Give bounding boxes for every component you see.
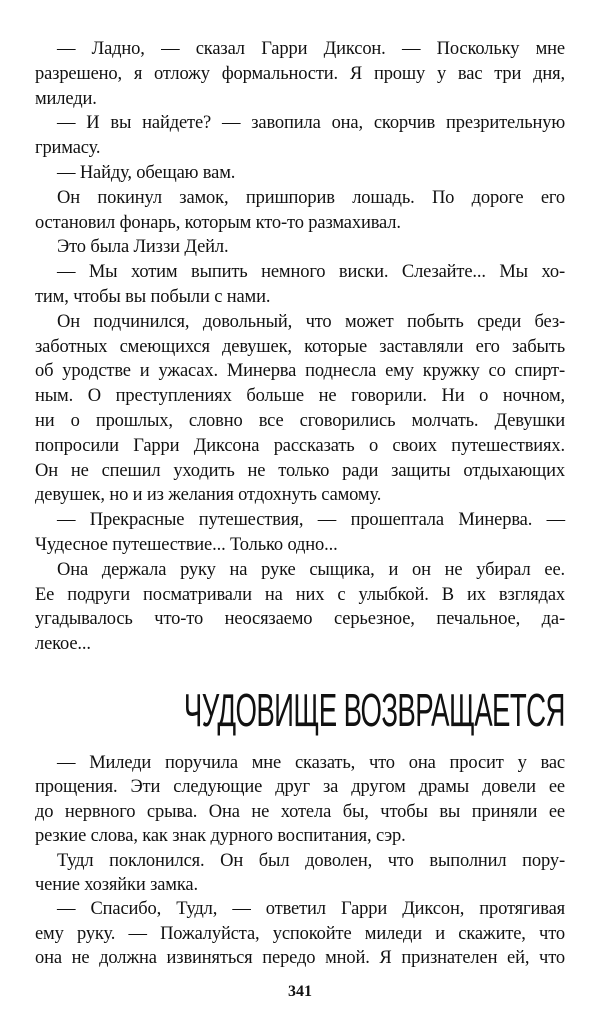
paragraph	[35, 111, 565, 161]
text-line: ему руку. — Пожалуйста, успокойте миледи и скажите, что	[35, 923, 565, 944]
text-line: угадывалось что-то неосязаемо серьезное, печальное, да-	[35, 609, 565, 630]
paragraph	[35, 751, 565, 849]
text-line: до нервного срыва. Она не хотела бы, чтобы вы приняли ее	[35, 801, 565, 822]
page-number: 341	[288, 983, 312, 1000]
text-line: лекое...	[35, 634, 91, 655]
paragraph	[35, 260, 565, 310]
paragraph	[35, 186, 565, 236]
paragraph	[35, 310, 565, 508]
text-line: тим, чтобы вы побыли с нами.	[35, 286, 271, 307]
text-line: — Мы хотим выпить немного виски. Слезайте... Мы хо-	[57, 262, 565, 283]
text-line: Он покинул замок, пришпорив лошадь. По дороге его	[57, 187, 565, 208]
text-line: резкие слова, как знак дурного воспитания, сэр.	[35, 826, 406, 847]
text-line: — Ладно, — сказал Гарри Диксон. — Поскольку мне	[57, 39, 565, 59]
text-line: попросили Гарри Диксона рассказать о своих путешествиях.	[35, 435, 565, 456]
text-line: прощения. Эти следующие друг за другом драмы довели ее	[35, 777, 565, 798]
text-line: она не должна извиняться передо мной. Я признателен ей, что	[35, 948, 565, 969]
text-line: Ее подруги посматривали на них с улыбкой. В их взглядах	[35, 584, 565, 605]
chapter-title: ЧУДОВИЩЕ ВОЗВРАЩАЕТСЯ	[184, 684, 565, 736]
text-line: Чудесное путешествие... Только одно...	[35, 534, 338, 555]
text-line: Она держала руку на руке сыщика, и он не убирал ее.	[57, 559, 565, 580]
text-section-before-chapter	[35, 37, 565, 657]
text-line: — Найду, обещаю вам.	[57, 162, 236, 183]
text-line: ным. О преступлениях больше не говорили. Ни о ночном,	[35, 386, 565, 407]
text-line: гримасу.	[35, 138, 101, 159]
text-line: — Спасибо, Тудл, — ответил Гарри Диксон, протягивая	[57, 899, 565, 920]
text-line: Тудл поклонился. Он был доволен, что выполнил пору-	[57, 850, 565, 871]
paragraph	[35, 235, 565, 260]
text-line: миледи.	[35, 88, 97, 109]
paragraph	[35, 558, 565, 657]
paragraph	[35, 37, 565, 111]
paragraph	[35, 897, 565, 970]
text-line: — Прекрасные путешествия, — прошептала Минерва. —	[57, 510, 565, 531]
text-line: остановил фонарь, которым кто-то размахивал.	[35, 212, 401, 233]
text-line: заботных смеющихся девушек, которые заставляли его забыть	[35, 336, 565, 357]
paragraph	[35, 508, 565, 558]
text-line: Это была Лиззи Дейл.	[57, 237, 229, 258]
text-line: Он не спешил уходить не только ради защиты отдыхающих	[35, 460, 565, 481]
text-line: разрешено, я отложу формальности. Я прошу у вас три дня,	[35, 63, 565, 84]
text-line: чение хозяйки замка.	[35, 874, 198, 895]
text-section-chapter-start	[35, 751, 565, 971]
text-line: ни о прошлых, словно все сговорились молчать. Девушки	[35, 410, 565, 431]
paragraph	[35, 161, 565, 186]
text-line: об уродстве и ужасах. Минерва поднесла ему кружку со спирт-	[35, 361, 565, 382]
text-line: — И вы найдете? — завопила она, скорчив презрительную	[57, 113, 565, 134]
paragraph	[35, 849, 565, 898]
text-line: Он подчинился, довольный, что может побыть среди без-	[57, 311, 565, 332]
text-line: — Миледи поручила мне сказать, что она просит у вас	[57, 753, 565, 773]
text-line: девушек, но и из желания отдохнуть самому.	[35, 485, 382, 506]
